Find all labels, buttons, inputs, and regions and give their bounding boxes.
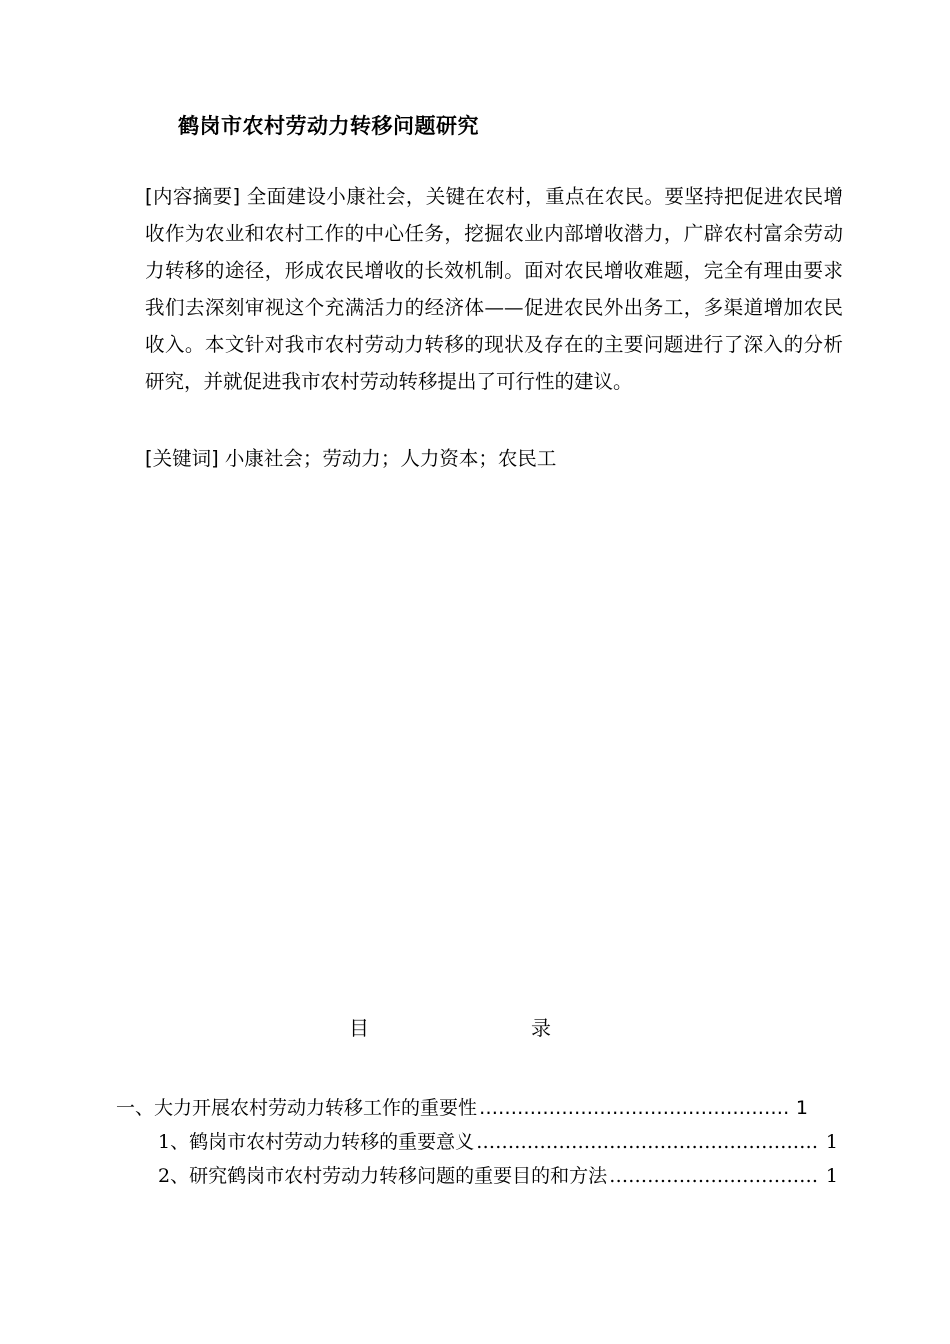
toc-entry-text: 2、研究鹤岗市农村劳动力转移问题的重要目的和方法 <box>158 1165 608 1187</box>
document-title: 鹤岗市农村劳动力转移问题研究 <box>178 114 479 138</box>
keywords-label: [关键词] <box>145 447 219 470</box>
toc-heading-char-2: 录 <box>531 1016 551 1040</box>
toc-entry-text: 一、大力开展农村劳动力转移工作的重要性 <box>116 1097 478 1119</box>
keywords-text: 小康社会；劳动力；人力资本；农民工 <box>224 447 557 470</box>
toc-heading-char-1: 目 <box>349 1016 369 1040</box>
toc-entry-page: 1 <box>825 1165 838 1187</box>
toc-heading <box>0 1012 950 1044</box>
abstract-label: [内容摘要] <box>145 185 241 208</box>
keywords-section <box>145 440 556 477</box>
toc-entry[interactable] <box>158 1127 838 1157</box>
abstract-section <box>145 178 843 400</box>
toc-leader-dots <box>479 1093 790 1123</box>
toc-entry-page: 1 <box>795 1097 808 1119</box>
toc-entry[interactable] <box>158 1161 838 1191</box>
abstract-paragraph <box>145 178 843 400</box>
toc-entry-text: 1、鹤岗市农村劳动力转移的重要意义 <box>158 1131 475 1153</box>
toc-leader-dots <box>476 1127 820 1157</box>
toc-leader-dots <box>609 1161 820 1191</box>
abstract-text: 全面建设小康社会，关键在农村，重点在农民。要坚持把促进农民增收作为农业和农村工作的中心任务，挖掘农业内部增收潜力，广辟农村富余劳动力转移的途径，形成农民增收的长效机制。面对农民增收难题，完全有理由要求我们去深刻审视这个充满活力的经济体——促进农民外出务工，多渠道增加农民收入。本文针对我市农村劳动力转移的现状及存在的主要问题进行了深入的分析研究，并就促进我市农村劳动转移提出了可行性的建议。 <box>145 185 843 393</box>
toc-entry[interactable] <box>116 1093 808 1123</box>
toc-entry-page: 1 <box>825 1131 838 1153</box>
